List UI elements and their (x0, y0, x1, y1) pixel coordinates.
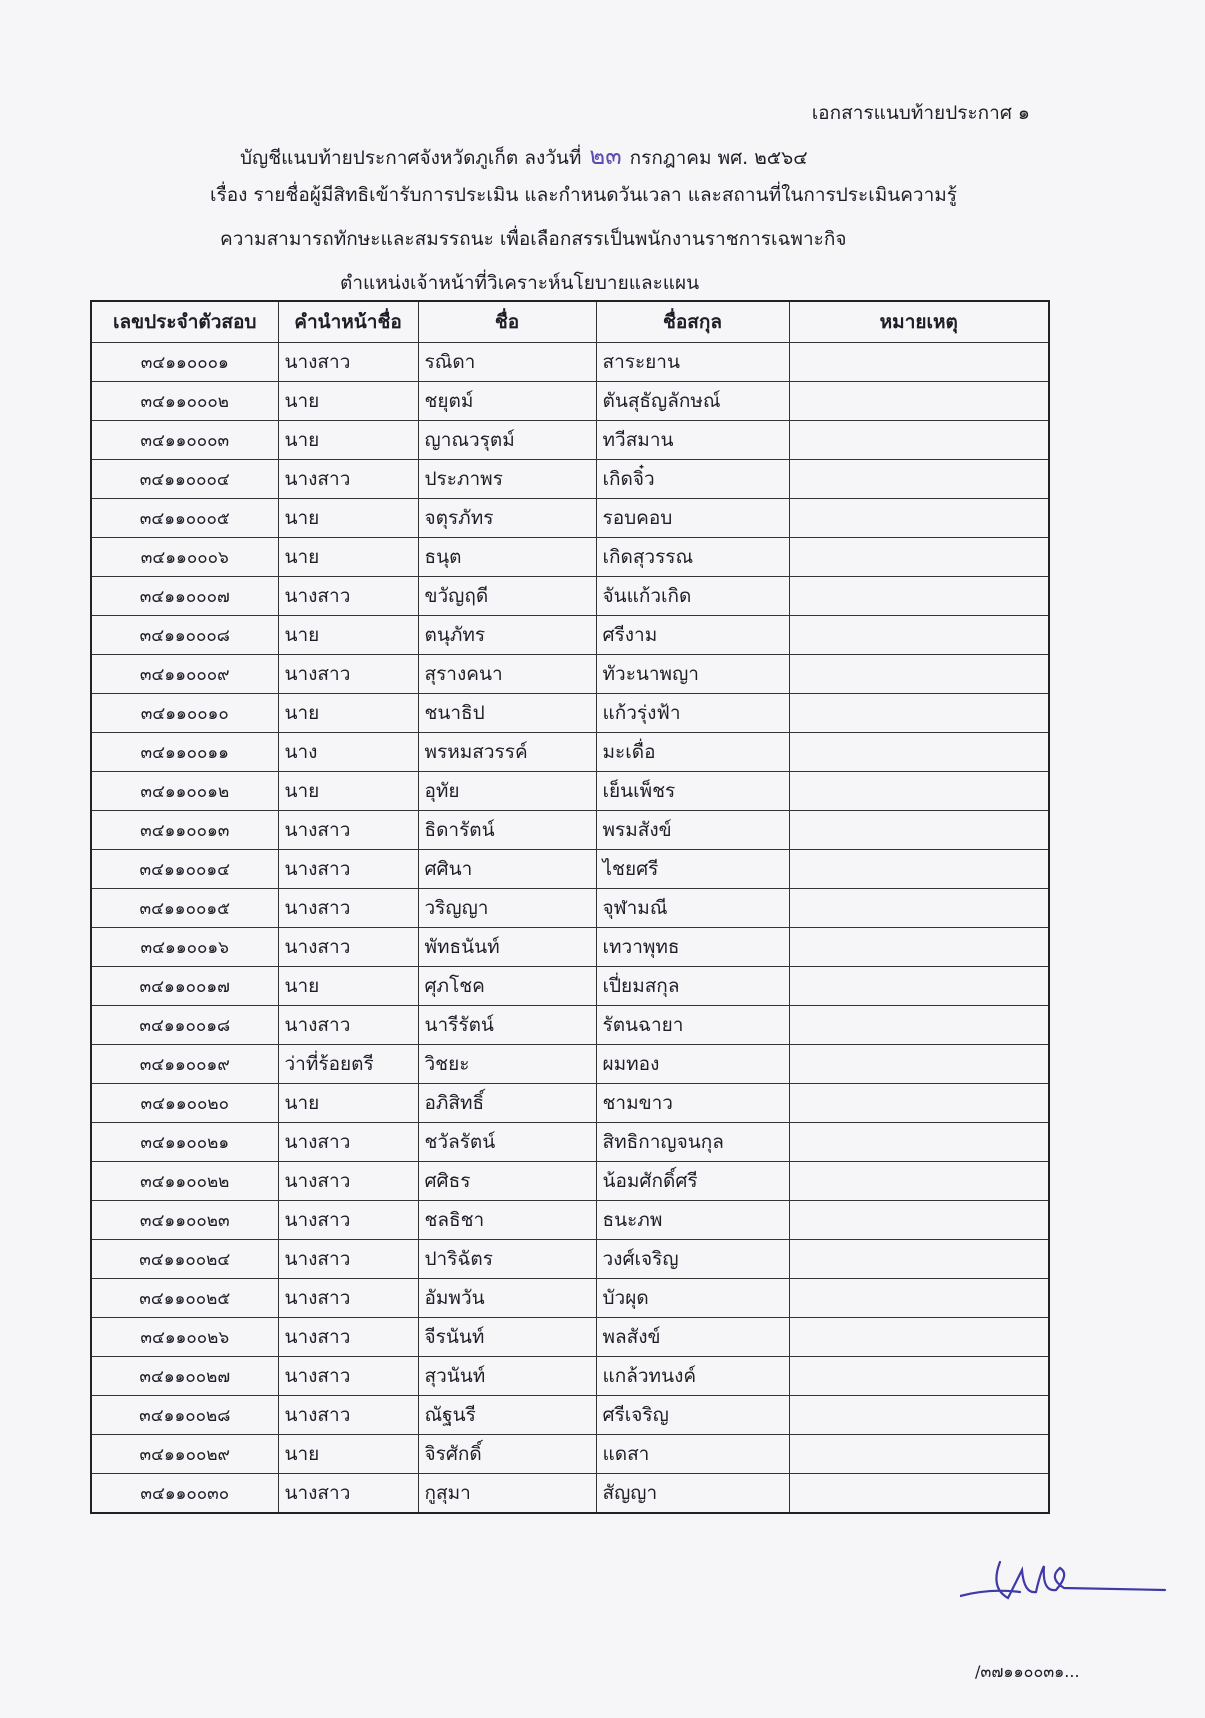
cell-last-name: เย็นเพ็ชร (596, 772, 789, 811)
table-row (91, 1435, 1049, 1474)
candidate-table (90, 300, 1050, 1514)
cell-last-name: รอบคอบ (596, 499, 789, 538)
handwritten-day: ๒๓ (589, 142, 622, 170)
cell-title: นางสาว (278, 1474, 418, 1514)
cell-first-name: ศศินา (418, 850, 596, 889)
cell-remarks (789, 1318, 1049, 1357)
cell-exam-id: ๓๔๑๑๐๐๒๖ (91, 1318, 278, 1357)
cell-title: นางสาว (278, 1279, 418, 1318)
cell-title: นางสาว (278, 343, 418, 382)
header-remarks: หมายเหตุ (789, 301, 1049, 343)
cell-exam-id: ๓๔๑๑๐๐๒๙ (91, 1435, 278, 1474)
table-row (91, 811, 1049, 850)
cell-title: นางสาว (278, 1006, 418, 1045)
cell-first-name: ณัฐนรี (418, 1396, 596, 1435)
table-row (91, 1279, 1049, 1318)
table-row (91, 616, 1049, 655)
table-row (91, 1084, 1049, 1123)
cell-title: นางสาว (278, 1162, 418, 1201)
cell-last-name: ศรีงาม (596, 616, 789, 655)
cell-remarks (789, 694, 1049, 733)
cell-first-name: จีรนันท์ (418, 1318, 596, 1357)
cell-first-name: ธนุต (418, 538, 596, 577)
cell-last-name: สาระยาน (596, 343, 789, 382)
cell-exam-id: ๓๔๑๑๐๐๐๔ (91, 460, 278, 499)
cell-exam-id: ๓๔๑๑๐๐๒๕ (91, 1279, 278, 1318)
cell-last-name: ศรีเจริญ (596, 1396, 789, 1435)
cell-last-name: แดสา (596, 1435, 789, 1474)
cell-remarks (789, 1084, 1049, 1123)
cell-title: นางสาว (278, 1123, 418, 1162)
cell-remarks (789, 343, 1049, 382)
cell-exam-id: ๓๔๑๑๐๐๐๗ (91, 577, 278, 616)
table-row (91, 1357, 1049, 1396)
cell-title: นาย (278, 1435, 418, 1474)
cell-exam-id: ๓๔๑๑๐๐๑๙ (91, 1045, 278, 1084)
cell-remarks (789, 1357, 1049, 1396)
table-row (91, 460, 1049, 499)
cell-title: นางสาว (278, 1201, 418, 1240)
table-row (91, 967, 1049, 1006)
cell-exam-id: ๓๔๑๑๐๐๒๐ (91, 1084, 278, 1123)
header-line-1-prefix: บัญชีแนบท้ายประกาศจังหวัดภูเก็ต ลงวันที่ (240, 147, 582, 169)
cell-title: นาย (278, 772, 418, 811)
cell-exam-id: ๓๔๑๑๐๐๑๗ (91, 967, 278, 1006)
cell-title: นางสาว (278, 577, 418, 616)
cell-last-name: สัญญา (596, 1474, 789, 1514)
cell-first-name: พรหมสวรรค์ (418, 733, 596, 772)
cell-last-name: พรมสังข์ (596, 811, 789, 850)
cell-exam-id: ๓๔๑๑๐๐๐๑ (91, 343, 278, 382)
cell-remarks (789, 733, 1049, 772)
cell-exam-id: ๓๔๑๑๐๐๑๕ (91, 889, 278, 928)
cell-first-name: สุรางคนา (418, 655, 596, 694)
cell-last-name: น้อมศักดิ์ศรี (596, 1162, 789, 1201)
cell-remarks (789, 1279, 1049, 1318)
cell-first-name: ประภาพร (418, 460, 596, 499)
header-first-name: ชื่อ (418, 301, 596, 343)
cell-last-name: ทัวะนาพญา (596, 655, 789, 694)
table-row (91, 577, 1049, 616)
cell-first-name: จิรศักดิ์ (418, 1435, 596, 1474)
cell-exam-id: ๓๔๑๑๐๐๐๕ (91, 499, 278, 538)
cell-remarks (789, 538, 1049, 577)
table-row (91, 1123, 1049, 1162)
cell-exam-id: ๓๔๑๑๐๐๐๓ (91, 421, 278, 460)
cell-last-name: แกล้วทนงค์ (596, 1357, 789, 1396)
cell-exam-id: ๓๔๑๑๐๐๒๓ (91, 1201, 278, 1240)
table-row (91, 655, 1049, 694)
table-row (91, 1474, 1049, 1514)
cell-exam-id: ๓๔๑๑๐๐๒๗ (91, 1357, 278, 1396)
cell-title: นางสาว (278, 889, 418, 928)
cell-exam-id: ๓๔๑๑๐๐๒๒ (91, 1162, 278, 1201)
cell-last-name: ธนะภพ (596, 1201, 789, 1240)
cell-exam-id: ๓๔๑๑๐๐๑๓ (91, 811, 278, 850)
cell-exam-id: ๓๔๑๑๐๐๐๙ (91, 655, 278, 694)
cell-first-name: ธิดารัตน์ (418, 811, 596, 850)
cell-title: นางสาว (278, 1357, 418, 1396)
cell-title: นาย (278, 1084, 418, 1123)
cell-first-name: อภิสิทธิ์ (418, 1084, 596, 1123)
table-row (91, 1045, 1049, 1084)
cell-first-name: ศุภโชค (418, 967, 596, 1006)
table-row (91, 733, 1049, 772)
table-row (91, 538, 1049, 577)
cell-remarks (789, 655, 1049, 694)
cell-remarks (789, 577, 1049, 616)
cell-exam-id: ๓๔๑๑๐๐๒๘ (91, 1396, 278, 1435)
cell-remarks (789, 850, 1049, 889)
cell-title: ว่าที่ร้อยตรี (278, 1045, 418, 1084)
cell-title: นางสาว (278, 928, 418, 967)
header-line-1-suffix: กรกฎาคม พศ. ๒๕๖๔ (629, 147, 808, 169)
cell-last-name: บัวผุด (596, 1279, 789, 1318)
cell-remarks (789, 1435, 1049, 1474)
table-row (91, 1162, 1049, 1201)
cell-last-name: ชามขาว (596, 1084, 789, 1123)
cell-remarks (789, 1396, 1049, 1435)
table-row (91, 421, 1049, 460)
cell-remarks (789, 460, 1049, 499)
table-row (91, 343, 1049, 382)
cell-exam-id: ๓๔๑๑๐๐๐๖ (91, 538, 278, 577)
cell-exam-id: ๓๔๑๑๐๐๑๖ (91, 928, 278, 967)
cell-first-name: นารีรัตน์ (418, 1006, 596, 1045)
cell-exam-id: ๓๔๑๑๐๐๑๒ (91, 772, 278, 811)
cell-remarks (789, 1006, 1049, 1045)
cell-remarks (789, 1201, 1049, 1240)
cell-remarks (789, 967, 1049, 1006)
cell-title: นาย (278, 967, 418, 1006)
cell-exam-id: ๓๔๑๑๐๐๑๔ (91, 850, 278, 889)
cell-title: นางสาว (278, 811, 418, 850)
cell-first-name: รณิดา (418, 343, 596, 382)
header-line-3: ความสามารถทักษะและสมรรถนะ เพื่อเลือกสรรเป็นพนักงานราชการเฉพาะกิจ (220, 228, 847, 250)
table-row (91, 1240, 1049, 1279)
cell-title: นางสาว (278, 850, 418, 889)
cell-first-name: กูสุมา (418, 1474, 596, 1514)
table-row (91, 772, 1049, 811)
cell-exam-id: ๓๔๑๑๐๐๐๒ (91, 382, 278, 421)
cell-title: นางสาว (278, 1318, 418, 1357)
cell-last-name: สิทธิกาญจนกุล (596, 1123, 789, 1162)
cell-exam-id: ๓๔๑๑๐๐๓๐ (91, 1474, 278, 1514)
cell-remarks (789, 811, 1049, 850)
cell-remarks (789, 421, 1049, 460)
cell-first-name: วิชยะ (418, 1045, 596, 1084)
cell-exam-id: ๓๔๑๑๐๐๑๐ (91, 694, 278, 733)
table-row (91, 499, 1049, 538)
cell-exam-id: ๓๔๑๑๐๐๑๘ (91, 1006, 278, 1045)
attachment-label: เอกสารแนบท้ายประกาศ ๑ (811, 102, 1030, 124)
cell-last-name: ผมทอง (596, 1045, 789, 1084)
table-row (91, 694, 1049, 733)
cell-last-name: ตันสุธัญลักษณ์ (596, 382, 789, 421)
cell-title: นางสาว (278, 1396, 418, 1435)
header-line-4: ตำแหน่งเจ้าหน้าที่วิเคราะห์นโยบายและแผน (340, 272, 700, 294)
cell-first-name: พัทธนันท์ (418, 928, 596, 967)
cell-last-name: เกิดสุวรรณ (596, 538, 789, 577)
cell-title: นาย (278, 616, 418, 655)
cell-exam-id: ๓๔๑๑๐๐๐๘ (91, 616, 278, 655)
cell-title: นาย (278, 538, 418, 577)
cell-last-name: ทวีสมาน (596, 421, 789, 460)
header-line-2: เรื่อง รายชื่อผู้มีสิทธิเข้ารับการประเมิน และกำหนดวันเวลา และสถานที่ในการประเมินความรู้ (210, 184, 957, 206)
cell-first-name: จตุรภัทร (418, 499, 596, 538)
cell-remarks (789, 616, 1049, 655)
cell-last-name: วงศ์เจริญ (596, 1240, 789, 1279)
cell-first-name: ชยุตม์ (418, 382, 596, 421)
header-exam-id: เลขประจำตัวสอบ (91, 301, 278, 343)
table-header-row (91, 301, 1049, 343)
cell-title: นางสาว (278, 460, 418, 499)
cell-last-name: แก้วรุ่งฟ้า (596, 694, 789, 733)
cell-remarks (789, 889, 1049, 928)
table-row (91, 928, 1049, 967)
table-row (91, 1396, 1049, 1435)
cell-remarks (789, 1240, 1049, 1279)
table-row (91, 889, 1049, 928)
cell-first-name: ตนุภัทร (418, 616, 596, 655)
cell-last-name: มะเดื่อ (596, 733, 789, 772)
cell-remarks (789, 1045, 1049, 1084)
cell-first-name: ปาริฉัตร (418, 1240, 596, 1279)
cell-title: นาย (278, 421, 418, 460)
continuation-note: /๓๗๑๑๐๐๓๑... (975, 1662, 1080, 1681)
cell-last-name: รัตนฉายา (596, 1006, 789, 1045)
cell-remarks (789, 382, 1049, 421)
cell-first-name: ชลธิชา (418, 1201, 596, 1240)
cell-title: นางสาว (278, 1240, 418, 1279)
cell-last-name: เปี่ยมสกุล (596, 967, 789, 1006)
cell-first-name: อัมพวัน (418, 1279, 596, 1318)
cell-title: นาง (278, 733, 418, 772)
cell-last-name: เทวาพุทธ (596, 928, 789, 967)
header-line-1 (240, 136, 808, 175)
cell-title: นาย (278, 694, 418, 733)
cell-last-name: จุฬามณี (596, 889, 789, 928)
table-row (91, 1006, 1049, 1045)
signature (960, 1548, 1170, 1618)
cell-last-name: จันแก้วเกิด (596, 577, 789, 616)
cell-remarks (789, 499, 1049, 538)
cell-last-name: ไชยศรี (596, 850, 789, 889)
table-row (91, 850, 1049, 889)
table-row (91, 382, 1049, 421)
cell-first-name: ขวัญฤดี (418, 577, 596, 616)
cell-exam-id: ๓๔๑๑๐๐๑๑ (91, 733, 278, 772)
cell-remarks (789, 1162, 1049, 1201)
header-title: คำนำหน้าชื่อ (278, 301, 418, 343)
cell-first-name: อุทัย (418, 772, 596, 811)
cell-last-name: เกิดจิ๋ว (596, 460, 789, 499)
cell-first-name: ญาณวรุตม์ (418, 421, 596, 460)
cell-first-name: ชนาธิป (418, 694, 596, 733)
cell-title: นาย (278, 382, 418, 421)
cell-first-name: สุวนันท์ (418, 1357, 596, 1396)
cell-first-name: ศศิธร (418, 1162, 596, 1201)
cell-remarks (789, 1123, 1049, 1162)
cell-remarks (789, 772, 1049, 811)
table-row (91, 1201, 1049, 1240)
cell-exam-id: ๓๔๑๑๐๐๒๑ (91, 1123, 278, 1162)
cell-first-name: วริญญา (418, 889, 596, 928)
cell-remarks (789, 1474, 1049, 1514)
cell-exam-id: ๓๔๑๑๐๐๒๔ (91, 1240, 278, 1279)
cell-remarks (789, 928, 1049, 967)
cell-last-name: พลสังข์ (596, 1318, 789, 1357)
cell-title: นางสาว (278, 655, 418, 694)
cell-first-name: ชวัลรัตน์ (418, 1123, 596, 1162)
header-last-name: ชื่อสกุล (596, 301, 789, 343)
table-row (91, 1318, 1049, 1357)
cell-title: นาย (278, 499, 418, 538)
